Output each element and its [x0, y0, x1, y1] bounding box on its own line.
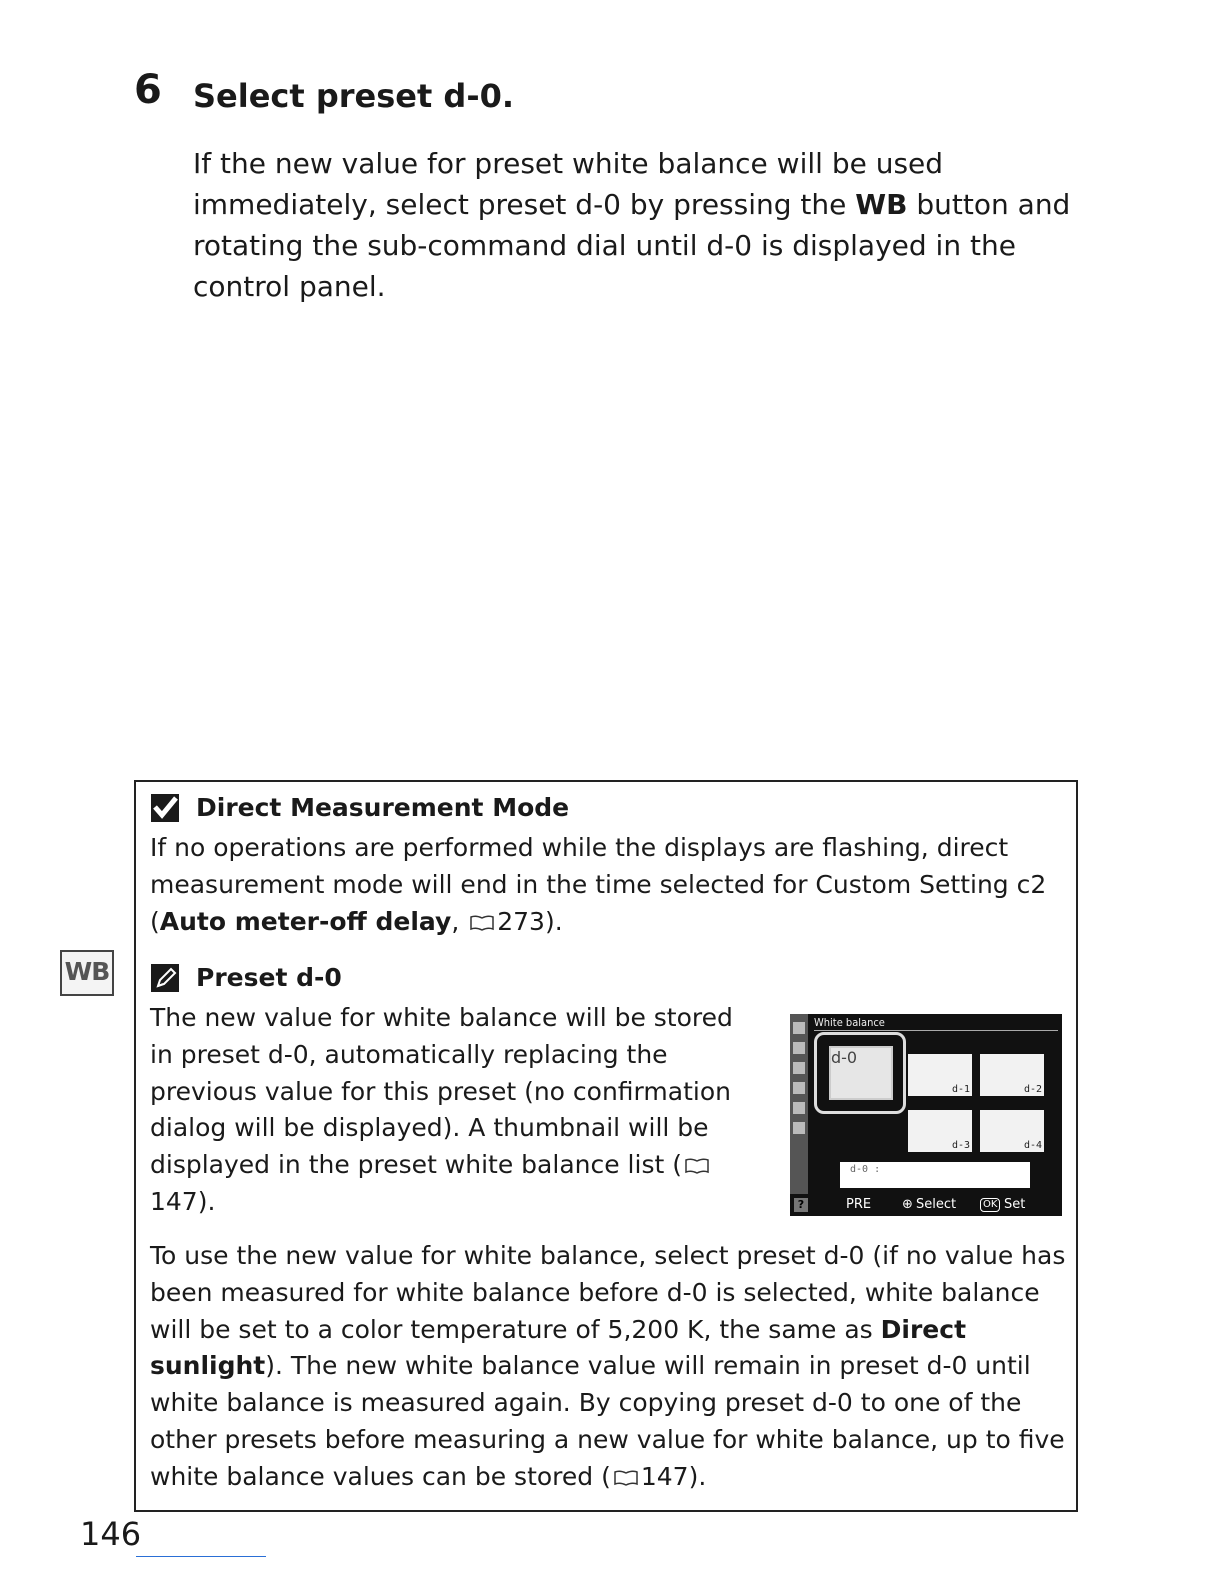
step-body-text-end: button and rotating the sub-command dial until d-0 is displayed in the control panel.	[193, 188, 1071, 303]
preset-cont-1: To use the new value for white balance, select preset d-0 (if no value has been measured for white balance before d-0 is selected, white balance will be set to a color temperature of 5,200 K, the same as	[150, 1241, 1066, 1344]
page-number: 146	[80, 1515, 142, 1553]
camera-screen	[790, 1014, 1062, 1216]
preset-thumbnail-d0: d-0	[829, 1046, 893, 1100]
step-body	[193, 143, 1093, 307]
preset-d0-title: Preset d-0	[196, 963, 342, 992]
page-ref-273[interactable]: 273	[497, 906, 545, 936]
direct-measurement-heading	[150, 792, 569, 824]
set-label: Set	[1004, 1197, 1026, 1212]
preset-text-1: The new value for white balance will be stored in preset d-0, automatically replacing the previous value for this preset (no confirmation dialog will be displayed). A thumbnail will be displayed in the preset white balance list (	[150, 1003, 733, 1180]
preset-thumbnail-d2: d-2	[980, 1054, 1044, 1096]
direct-text-2: ,	[451, 906, 468, 936]
help-icon: ?	[794, 1198, 808, 1212]
select-label: Select	[916, 1197, 957, 1212]
pencil-icon	[150, 963, 180, 993]
selected-preset-frame	[814, 1032, 906, 1114]
checkmark-icon	[150, 793, 180, 823]
step-title: Select preset d-0.	[193, 77, 515, 115]
wb-section-tab: WB	[60, 950, 114, 996]
preset-thumbnail-d3: d-3	[908, 1110, 972, 1152]
preset-d0-continuation	[150, 1238, 1070, 1496]
page-ref-147-b[interactable]: 147	[640, 1461, 689, 1491]
direct-text-1: If no operations are performed while the displays are flashing, direct measurement mode will end in the time selected for Custom Setting c2 (	[150, 833, 1047, 936]
notes-box	[134, 780, 1078, 1512]
direct-measurement-text	[150, 830, 1070, 940]
menu-sidebar	[790, 1014, 808, 1194]
preset-d0-text	[150, 1000, 760, 1221]
step-number: 6	[134, 67, 162, 113]
ok-button-icon: OK	[980, 1198, 1000, 1212]
preset-comment-field: d-0 :	[840, 1162, 1030, 1188]
camera-footer	[790, 1194, 1062, 1216]
page-rule	[136, 1556, 266, 1557]
direct-sunlight: Direct sunlight	[150, 1314, 967, 1381]
direct-text-3: ).	[544, 906, 563, 936]
preset-text-2: ).	[197, 1186, 216, 1216]
preset-d0-heading	[150, 962, 342, 994]
multi-selector-icon: ⊕	[902, 1197, 913, 1212]
preset-thumbnail-d1: d-1	[908, 1054, 972, 1096]
preset-thumbnail-d4: d-4	[980, 1110, 1044, 1152]
book-icon	[684, 1157, 710, 1175]
pre-label: PRE	[846, 1197, 872, 1212]
camera-menu-header: White balance	[814, 1016, 1058, 1031]
preset-cont-2: ). The new white balance value will remain in preset d-0 until white balance is measured again. By copying preset d-0 to one of the other presets before measuring a new value for white balance, up to five white balance values can be stored (	[150, 1351, 1065, 1491]
book-icon	[469, 914, 495, 932]
step-body-text: If the new value for preset white balance will be used immediately, select preset d-0 by pressing the	[193, 147, 944, 221]
auto-meter-off-delay: Auto meter-off delay	[159, 906, 452, 936]
preset-cont-3: ).	[688, 1461, 707, 1491]
book-icon	[613, 1469, 639, 1487]
page-ref-147[interactable]: 147	[150, 1186, 198, 1216]
direct-measurement-title: Direct Measurement Mode	[196, 793, 570, 822]
wb-button-label: WB	[855, 188, 908, 221]
